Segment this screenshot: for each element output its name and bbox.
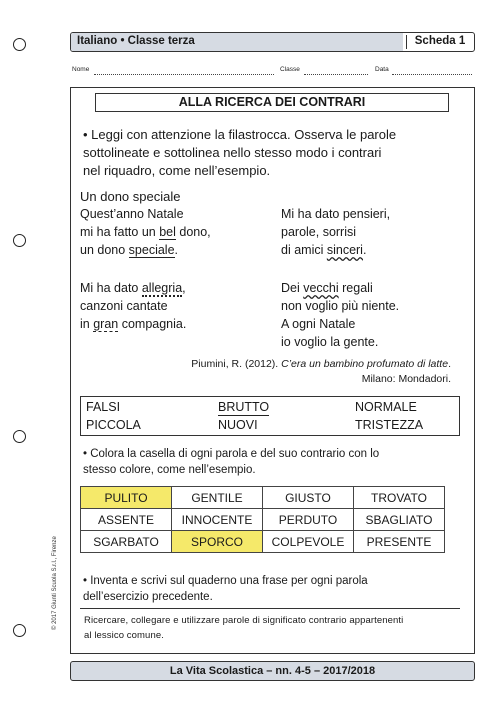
word-item[interactable]: NORMALE	[355, 400, 417, 414]
underlined-word: bel	[159, 225, 176, 239]
poem-line: non voglio più niente.	[281, 299, 400, 313]
table-cell[interactable]: PERDUTO	[263, 509, 354, 531]
table-row	[81, 531, 445, 553]
footer-bar: La Vita Scolastica – nn. 4-5 – 2017/2018	[70, 661, 475, 681]
underlined-word: vecchi	[303, 281, 339, 295]
poem-title: Un dono speciale	[80, 189, 181, 204]
poem-line: Mi ha dato pensieri,	[281, 207, 391, 221]
class-label: Classe	[280, 66, 300, 73]
word-item[interactable]: BRUTTO	[218, 400, 270, 414]
underlined-word: sinceri	[326, 243, 363, 257]
table-cell[interactable]: INNOCENTE	[172, 509, 263, 531]
poem-line: mi ha fatto un bel dono,	[80, 225, 211, 239]
class-field[interactable]	[304, 74, 368, 75]
date-field[interactable]	[392, 74, 472, 75]
poem-line: di amici sinceri.	[281, 243, 367, 257]
poem-line: Quest’anno Natale	[80, 207, 184, 221]
instruction-2-line-1: • Colora la casella di ogni parola e del suo contrario con lo	[83, 448, 380, 460]
poem-line: in gran compagnia.	[80, 317, 187, 331]
table-cell[interactable]: ASSENTE	[81, 509, 172, 531]
date-label: Data	[375, 66, 389, 73]
table-cell[interactable]: SPORCO	[172, 531, 263, 553]
binder-hole-2	[13, 234, 26, 247]
word-underline	[218, 415, 269, 416]
instruction-2-line-2: stesso colore, come nell’esempio.	[83, 464, 256, 476]
sheet-number: Scheda 1	[406, 35, 473, 49]
word-table	[80, 486, 445, 553]
table-cell[interactable]: SBAGLIATO	[354, 509, 445, 531]
citation-publisher: Milano: Mondadori.	[361, 373, 451, 385]
underlined-word: gran	[93, 317, 119, 331]
table-row	[81, 509, 445, 531]
underlined-word: allegria	[141, 281, 183, 295]
instruction-3-line-2: dell’esercizio precedente.	[83, 591, 213, 603]
page-title: ALLA RICERCA DEI CONTRARI	[95, 93, 449, 112]
poem-line: un dono speciale.	[80, 243, 179, 257]
poem-line: Dei vecchi regali	[281, 281, 373, 295]
binder-hole-3	[13, 430, 26, 443]
table-cell[interactable]: PRESENTE	[354, 531, 445, 553]
table-cell[interactable]: GIUSTO	[263, 487, 354, 509]
instruction-1-line-2: sottolineate e sottolinea nello stesso modo i contrari	[83, 145, 382, 160]
table-cell[interactable]: SGARBATO	[81, 531, 172, 553]
word-item[interactable]: NUOVI	[218, 418, 258, 432]
instruction-3-line-1: • Inventa e scrivi sul quaderno una frase per ogni parola	[83, 575, 368, 587]
poem-line: parole, sorrisi	[281, 225, 357, 239]
instruction-1-line-3: nel riquadro, come nell’esempio.	[83, 163, 271, 178]
underlined-word: speciale	[128, 243, 175, 257]
poem-line: Mi ha dato allegria,	[80, 281, 186, 295]
binder-hole-1	[13, 38, 26, 51]
citation: Piumini, R. (2012). C’era un bambino profumato di latte.	[191, 358, 451, 370]
name-field[interactable]	[94, 74, 274, 75]
table-cell[interactable]: GENTILE	[172, 487, 263, 509]
table-cell[interactable]: PULITO	[81, 487, 172, 509]
word-item[interactable]: FALSI	[86, 400, 121, 414]
table-cell[interactable]: TROVATO	[354, 487, 445, 509]
table-row	[81, 487, 445, 509]
objective-line-1: Ricercare, collegare e utilizzare parole di significato contrario appartenenti	[84, 615, 404, 626]
binder-hole-4	[13, 624, 26, 637]
subject-title: Italiano • Classe terza	[77, 35, 195, 47]
word-item[interactable]: TRISTEZZA	[355, 418, 424, 432]
poem-line: canzoni cantate	[80, 299, 168, 313]
poem-line: io voglio la gente.	[281, 335, 379, 349]
divider	[80, 608, 460, 609]
table-cell[interactable]: COLPEVOLE	[263, 531, 354, 553]
word-item[interactable]: PICCOLA	[86, 418, 141, 432]
objective-line-2: al lessico comune.	[84, 630, 164, 641]
instruction-1-line-1: • Leggi con attenzione la filastrocca. Osserva le parole	[83, 127, 397, 142]
header-bar	[70, 32, 475, 52]
poem-line: A ogni Natale	[281, 317, 356, 331]
name-label: Nome	[72, 66, 90, 73]
copyright-note: © 2017 Giunti Scuola S.r.l., Firenze	[52, 536, 58, 630]
